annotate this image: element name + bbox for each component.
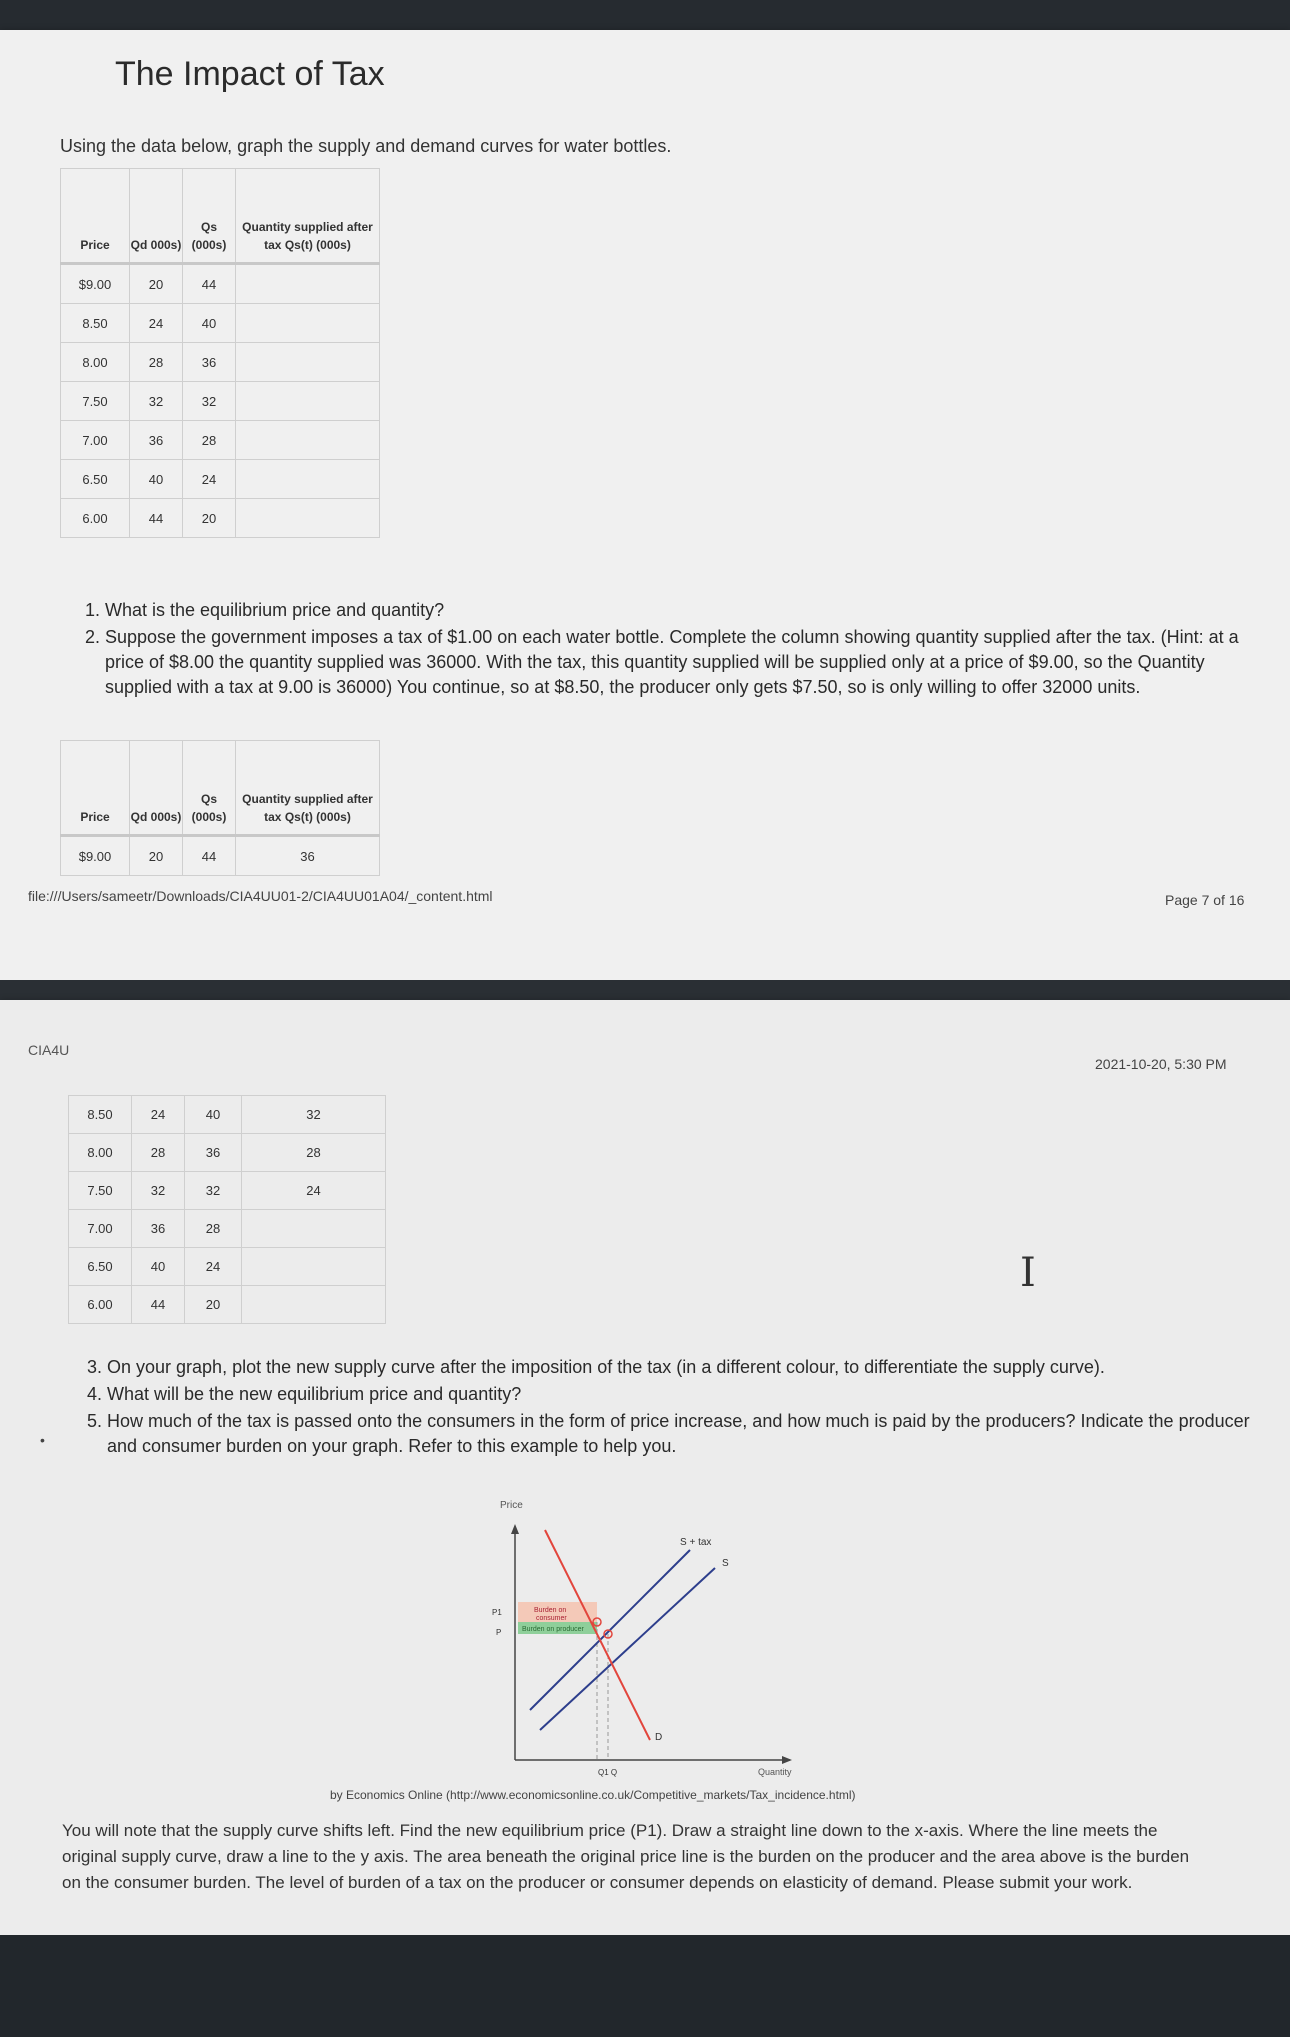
cell-qd: 40 <box>132 1248 185 1286</box>
tax-example-table <box>60 740 380 876</box>
graph-credit: by Economics Online (http://www.economicsonline.co.uk/Competitive_markets/Tax_incidence.html) <box>330 1788 856 1802</box>
cell-price: 7.50 <box>61 382 130 421</box>
cell-qs: 32 <box>183 382 236 421</box>
supply-demand-table-continued <box>68 1095 386 1324</box>
cell-price: 6.50 <box>69 1248 132 1286</box>
cell-qd: 36 <box>130 421 183 460</box>
cell-qs: 28 <box>185 1210 242 1248</box>
question-2: 2. Suppose the government imposes a tax of $1.00 on each water bottle. Complete the column showing quantity supplied after the tax. (Hint: at a price of $8.00 the quantity supplied was 36000. With the tax, this quantity supplied will be supplied only at a price of $9.00, so the Quantity supplied with a tax at 9.00 is 36000) You continue, so at $8.50, the producer only gets $7.50, so is only willing to offer 32000 units. <box>105 625 1275 700</box>
tax-incidence-example-graph <box>460 1490 820 1790</box>
cell-price: 8.00 <box>61 343 130 382</box>
producer-burden-label: Burden on producer <box>522 1626 584 1633</box>
cell-qst: 24 <box>242 1172 386 1210</box>
cell-qs: 40 <box>183 304 236 343</box>
cell-qst <box>242 1286 386 1324</box>
q-labels: Q1 Q <box>598 1768 618 1777</box>
cell-price: $9.00 <box>61 836 130 876</box>
table-row <box>69 1210 386 1248</box>
table-row <box>61 304 380 343</box>
cell-qs: 20 <box>183 499 236 538</box>
cell-qst <box>236 343 380 382</box>
header-qs: Qs (000s) <box>183 741 236 836</box>
header-price: Price <box>61 741 130 836</box>
cell-price: 6.00 <box>61 499 130 538</box>
cell-qd: 20 <box>130 264 183 304</box>
supply-curve <box>540 1568 715 1730</box>
cell-price: $9.00 <box>61 264 130 304</box>
table-row <box>61 421 380 460</box>
cell-price: 6.00 <box>69 1286 132 1324</box>
header-price: Price <box>61 169 130 264</box>
cell-qd: 24 <box>130 304 183 343</box>
cell-price: 8.50 <box>69 1096 132 1134</box>
cell-qst <box>236 460 380 499</box>
cell-qs: 24 <box>183 460 236 499</box>
header-qd: Qd 000s) <box>130 741 183 836</box>
cell-price: 7.50 <box>69 1172 132 1210</box>
graph-y-label: Price <box>500 1500 523 1511</box>
cell-price: 7.00 <box>61 421 130 460</box>
table-row <box>69 1286 386 1324</box>
header-qs: Qs (000s) <box>183 169 236 264</box>
cell-qd: 32 <box>132 1172 185 1210</box>
cell-qst: 32 <box>242 1096 386 1134</box>
header-qst: Quantity supplied after tax Qs(t) (000s) <box>236 741 380 836</box>
graph-y-arrow <box>511 1524 519 1534</box>
cell-qs: 44 <box>183 264 236 304</box>
question-1: 1. What is the equilibrium price and quantity? <box>105 598 1275 623</box>
cell-qd: 44 <box>132 1286 185 1324</box>
cell-qs: 24 <box>185 1248 242 1286</box>
footer-page-number: Page 7 of 16 <box>1165 892 1245 908</box>
cell-qst <box>242 1248 386 1286</box>
supply-plus-tax-label: S + tax <box>680 1537 712 1548</box>
cell-qd: 24 <box>132 1096 185 1134</box>
window-bottom-bar <box>0 1935 1290 2037</box>
cell-price: 8.50 <box>61 304 130 343</box>
table-row <box>61 264 380 304</box>
cell-qst <box>236 421 380 460</box>
table-row <box>69 1248 386 1286</box>
consumer-burden-label-1: Burden on <box>534 1607 567 1614</box>
cell-qd: 32 <box>130 382 183 421</box>
document-page-8 <box>0 1000 1290 1935</box>
question-3: 3. On your graph, plot the new supply curve after the imposition of the tax (in a different colour, to differentiate the supply curve). <box>107 1355 1277 1380</box>
cell-qd: 20 <box>130 836 183 876</box>
cell-qs: 40 <box>185 1096 242 1134</box>
p1-label: P1 <box>492 1608 502 1617</box>
table-row <box>69 1096 386 1134</box>
header-qst: Quantity supplied after tax Qs(t) (000s) <box>236 169 380 264</box>
instruction-note: You will note that the supply curve shifts left. Find the new equilibrium price (P1). Draw a straight line down to the x-axis. Where the line meets the original supply curve, draw a line to the y axis. The area beneath the original price line is the burden on the producer and the area above is the burden on the consumer burden. The level of burden of a tax on the producer or consumer depends on elasticity of demand. Please submit your work. <box>62 1821 1190 1892</box>
cell-qst: 28 <box>242 1134 386 1172</box>
question-5: 5. How much of the tax is passed onto the consumers in the form of price increase, and how much is paid by the producers? Indicate the producer and consumer burden on your graph. Refer to this example to help you. <box>107 1409 1277 1459</box>
document-page-7 <box>0 30 1290 980</box>
question-list-1 <box>70 598 1275 702</box>
header-qd: Qd 000s) <box>130 169 183 264</box>
header-datetime: 2021-10-20, 5:30 PM <box>1095 1056 1227 1072</box>
cell-qs: 36 <box>183 343 236 382</box>
cell-qd: 28 <box>130 343 183 382</box>
p-label: P <box>496 1628 502 1637</box>
cell-qd: 36 <box>132 1210 185 1248</box>
table-row <box>61 343 380 382</box>
table-row <box>61 836 380 876</box>
cell-price: 8.00 <box>69 1134 132 1172</box>
cell-qst <box>236 382 380 421</box>
table-row <box>61 382 380 421</box>
intro-text: Using the data below, graph the supply and demand curves for water bottles. <box>60 136 672 156</box>
cell-qs: 28 <box>183 421 236 460</box>
page-separator <box>0 980 1290 1000</box>
demand-label: D <box>655 1732 663 1743</box>
cell-price: 7.00 <box>69 1210 132 1248</box>
cell-qst <box>236 264 380 304</box>
table-row <box>61 499 380 538</box>
page-title: The Impact of Tax <box>115 55 385 93</box>
cell-qs: 44 <box>183 836 236 876</box>
graph-x-arrow <box>782 1756 792 1764</box>
cell-qst <box>236 499 380 538</box>
cell-qst: 36 <box>236 836 380 876</box>
cell-qs: 32 <box>185 1172 242 1210</box>
table-row <box>69 1172 386 1210</box>
footer-file-url: file:///Users/sameetr/Downloads/CIA4UU01-2/CIA4UU01A04/_content.html <box>28 888 493 904</box>
cell-price: 6.50 <box>61 460 130 499</box>
cell-qd: 40 <box>130 460 183 499</box>
question-list-2 <box>72 1355 1277 1461</box>
cell-qst <box>242 1210 386 1248</box>
cell-qst <box>236 304 380 343</box>
cell-qd: 44 <box>130 499 183 538</box>
cell-qd: 28 <box>132 1134 185 1172</box>
table-row <box>69 1134 386 1172</box>
question-4: 4. What will be the new equilibrium price and quantity? <box>107 1382 1277 1407</box>
supply-label: S <box>722 1558 729 1569</box>
header-course-code: CIA4U <box>28 1042 70 1058</box>
graph-x-label: Quantity <box>758 1767 792 1777</box>
table-row <box>61 460 380 499</box>
cell-qs: 36 <box>185 1134 242 1172</box>
cell-qs: 20 <box>185 1286 242 1324</box>
supply-demand-table <box>60 168 380 538</box>
text-cursor-icon: I <box>1020 1250 1036 1296</box>
consumer-burden-label-2: consumer <box>536 1615 567 1622</box>
bullet-dot: • <box>40 1432 45 1448</box>
